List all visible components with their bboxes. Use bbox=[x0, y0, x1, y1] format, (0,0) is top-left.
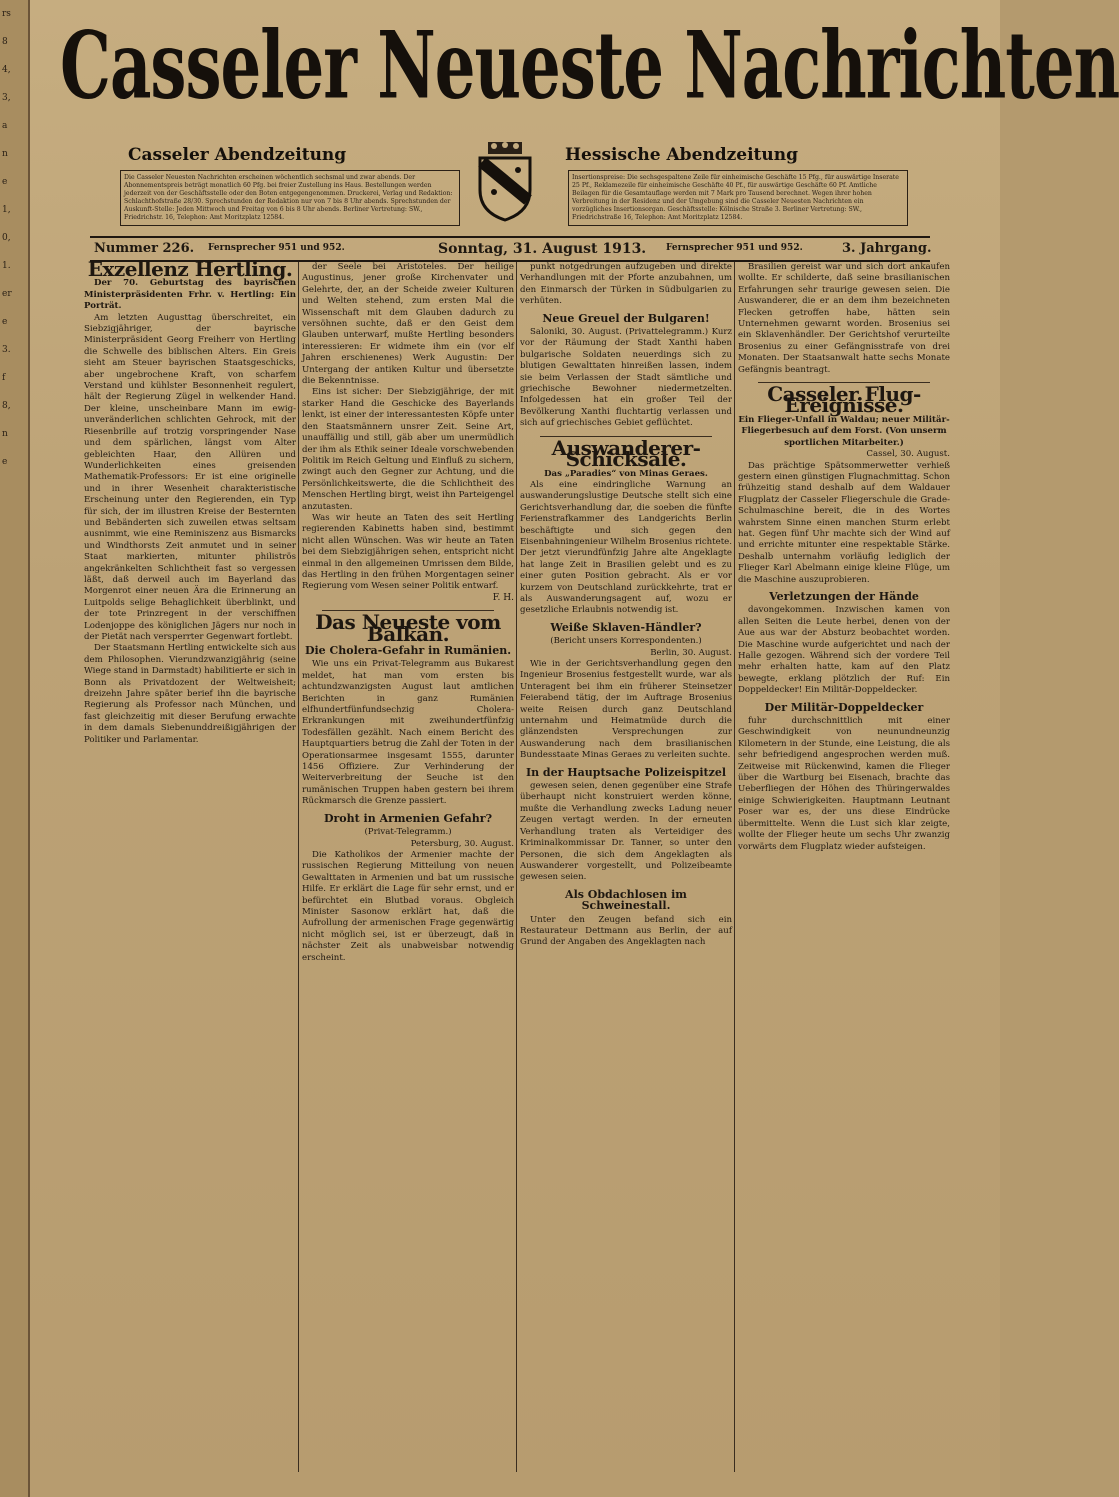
section-heading: Als Obdachlosen im Schweinestall. bbox=[565, 887, 687, 913]
article-headline: Auswanderer-Schicksale. bbox=[551, 435, 701, 472]
article-lead: Der 70. Geburtstag des bayrischen Ministerpräsidenten Frhr. v. Hertling: Ein Porträt. bbox=[84, 278, 296, 312]
subtitle-left: Casseler Abendzeitung bbox=[128, 145, 347, 165]
column-4 bbox=[738, 262, 950, 1472]
section-meta: (Privat-Telegramm.) bbox=[364, 827, 452, 838]
article-paragraph: Brasilien gereist war und sich dort ankaufen wollte. Er schilderte, daß seine brasilianischen Erfahrungen sehr traurige gewesen seien. Die Auswanderer, die er an dem ihm bezeichneten Flecken getroffen habe, hätten sein Unternehmen gewarnt worden. Brosenius sei ein Sklavenhändler. Der Gerichtshof verurteilte Brosenius zu einer Gefängnisstrafe von drei Monaten. Der Staatsanwalt hatte sechs Monate Gefängnis beantragt. bbox=[738, 262, 950, 375]
article-paragraph: fuhr durchschnittlich mit einer Geschwindigkeit von neunundneunzig Kilometern in der Stunde, eine Leistung, die als sehr befriedigend angesprochen werden muß. Zeitweise mit Rückenwind, kamen die Flieger über die Wartburg bei Eisenach, brachte das Ueberfliegen der Höhen des Thüringerwaldes einige Schwierigkeiten. Hauptmann Leutnant Poser war es, der uns diese Eindrücke übermittelte. Wenn die Lust sich klar zeigte, wollte der Flieger heute um sechs Uhr zwanzig vorwärts dem Flugplatz wieder aufsteigen. bbox=[738, 716, 950, 852]
article-headline: Exzellenz Hertling. bbox=[87, 257, 293, 281]
article-paragraph: Unter den Zeugen befand sich ein Restaurateur Dettmann aus Berlin, der auf Grund der Angaben des Angeklagten nach bbox=[520, 914, 732, 948]
adjacent-page-edge: rs 8 4, 3, a n e 1, 0, 1. er e 3. f 8, n e bbox=[0, 0, 30, 1497]
column-rule bbox=[734, 262, 735, 1472]
column-2 bbox=[302, 262, 514, 1472]
article-paragraph: Wie in der Gerichtsverhandlung gegen den Ingenieur Brosenius festgestellt wurde, war als Unteragent bei ihm ein früherer Steinsetzer Feierabend tätig, der im Auftrage Brosenius weite Reisen durch ganz Deutschland unternahm und Heimatmüde durch die glänzendsten Versprechungen zur Auswanderung nach dem brasilianischen Bundesstaate Minas Geraes zu verleiten suchte. bbox=[520, 659, 732, 761]
subscription-notice: Die Casseler Neuesten Nachrichten erscheinen wöchentlich sechsmal und zwar abends. Der Abonnementspreis beträgt monatlich 60 Pfg. bei freier Zustellung ins Haus. Bestellungen werden jederzeit von der Geschäftsstelle oder den Boten entgegengenommen. Druckerei, Verlag und Redaktion: Schlachthofstraße 28/30. Sprechstunden der Redaktion nur von 7 bis 8 Uhr abends. Sprechstunden der Auskunft-Stelle: Jeden Mittwoch und Freitag von 6 bis 8 Uhr abends. Berliner Vertretung: SW., Friedrichstr. 16, Telephon: Amt Moritzplatz 12584. bbox=[120, 170, 460, 226]
section-heading: Der Militär-Doppeldecker bbox=[764, 700, 924, 714]
article-paragraph: Der Staatsmann Hertling entwickelte sich aus dem Philosophen. Vierundzwanzigjährig (seine Wiege stand in Darmstadt) habilitierte er sich in Bonn als Privatdozent der Weltweisheit; dreizehn Jahre später berief ihn die bayrische Regierung als Professor nach München, und fast gleichzeitig mit dieser Berufung erwachte in dem damals Siebenunddreißigjährigen der Politiker und Parlamentar. bbox=[84, 643, 296, 745]
article-paragraph: Saloniki, 30. August. (Privattelegramm.) Kurz vor der Räumung der Stadt Xanthi haben bulgarische Soldaten neuerdings sich zu blutigen Gewalttaten hinreißen lassen, indem sie beim Verlassen der Stadt sämtliche und griechische Bewohner niedermetzelten. Infolgedessen hat ein großer Teil der Bevölkerung Xanthi fluchtartig verlassen und sich auf griechisches Gebiet geflüchtet. bbox=[520, 327, 732, 429]
masthead-title: Casseler Neueste Nachrichten bbox=[60, 12, 1119, 121]
article-paragraph: Eins ist sicher: Der Siebzigjährige, der mit starker Hand die Geschicke des Bayerlands lenkt, ist einer der interessantesten Köpfe unter den Staatsmännern unsrer Zeit. Seine Art, unauffällig und still, gäb aber um unermüdlich der ihm als Ethik seiner Ideale vorschwebenden Politik im Reich Geltung und Einfluß zu sichern, zwingt auch den Gegner zur Achtung, und die Persönlichkeitswerte, die die Schlichtheit des Menschen Hertling birgt, weist ihn Parteigengel anzutasten. bbox=[302, 387, 514, 512]
column-1 bbox=[84, 257, 296, 1472]
coat-of-arms-icon bbox=[474, 140, 536, 222]
section-place: Petersburg, 30. August. bbox=[410, 838, 514, 849]
volume-year: 3. Jahrgang. bbox=[842, 241, 932, 256]
article-paragraph: Was wir heute an Taten des seit Hertling regierenden Kabinetts haben sind, bestimmt nicht allen Wünschen. Was wir heute an Taten bei dem Siebzigjährigen sehen, entspricht nicht einmal in den allgemeinen Umrissen dem Bilde, das Hertling in den frühen Morgentagen seiner Regierung vom Wesen seiner Politik entwarf. bbox=[302, 512, 514, 592]
issue-date: Sonntag, 31. August 1913. bbox=[438, 241, 647, 257]
section-heading: Droht in Armenien Gefahr? bbox=[323, 811, 493, 825]
article-headline: Casseler Flug-Ereignisse. bbox=[767, 382, 921, 418]
article-headline: Das Neueste vom Balkan. bbox=[315, 610, 501, 646]
article-paragraph: der Seele bei Aristoteles. Der heilige Augustinus, jener große Kirchenvater und Gelehrte, der, an der Scheide zweier Kulturen und Welten stehend, zum ersten Mal die Wissenschaft mit dem Glauben dadurch zu versöhnen suchte, daß er den Geist dem Glauben unterwarf, mußte Hertling besonders interessieren: Er widmete ihm ein (vor elf Jahren erschienenes) Werk Augustin: Der Untergang der antiken Kultur und übersetzte die Bekenntnisse. bbox=[302, 262, 514, 387]
article-paragraph: gewesen seien, denen gegenüber eine Strafe überhaupt nicht konstruiert werden könne, mußte die Verhandlung zwecks Ladung neuer Zeugen vertagt werden. In der erneuten Verhandlung traten als Verteidiger des Kriminalkommissar Dr. Tanner, so unter den Personen, die sich dem Angeklagten als Auswanderer vorgestellt, und Polizeibeamte gewesen seien. bbox=[520, 781, 732, 883]
article-paragraph: Am letzten Augusttag überschreitet, ein Siebzigjähriger, der bayrische Ministerpräsident Georg Freiherr von Hertling die Schwelle des biblischen Alters. Ein Greis sieht am Steuer bayrischen Staatsgeschicks, aber ungebrochene Kraft, von scharfem Verstand und kühlster Besonnenheit regulert, hält der Regierung Zügel in welkender Hand. Der kleine, unscheinbare Mann im ewig-unveränderlichen schlichten Gehrock, mit der Riesenbrille auf trotzig vorspringender Nase und dem spärlichen, längst vom Alter gebleichten Haar, den Allüren und Wunderlichkeiten eines greisenden Mathematik-Professors: Er ist eine originelle und in ihrer Wesenheit charakteristische Erscheinung unter den Regierenden, ein Typ für sich, der im illustren Kreise der Besternten und Bebänderten sich zuweilen etwas seltsam ausnimmt, wie eine Reminiszenz aus Bismarcks und Windthorsts Zeit anmutet und in seiner Staat markierten, mitunter philiströs angekränkelten Schlichtheit fast so vergessen läßt, daß derweil auch im Bayerland das Morgenrot einer neuen Ära die Erinnerung an Luitpolds selige Behaglichkeit überblinkt, und der tote Prinzregent in der verschiffnen Lodenjoppe des königlichen Jägers nur noch in der Pietät nach versperrter Gegenwart fortlebt. bbox=[84, 312, 296, 642]
article-paragraph: davongekommen. Inzwischen kamen von allen Seiten die Leute herbei, denen von der Aue aus war der Absturz beobachtet worden. Die Maschine wurde aufgerichtet und nach der Halle gezogen. Während sich der vordere Teil mehr erhalten hatte, kam auf den Platz bewegte, erklang plötzlich der Ruf: Ein Doppeldecker! Ein Militär-Doppeldecker. bbox=[738, 605, 950, 696]
phone-right: Fernsprecher 951 und 952. bbox=[666, 243, 803, 253]
advertising-notice: Insertionspreise: Die sechsgespaltene Zeile für einheimische Geschäfte 15 Pfg., für auswärtige Inserate 25 Pf., Reklamezeile für einheimische Geschäfte 40 Pf., für auswärtige Geschäfte 60 Pf. Amtliche Beilagen für die Gesamtauflage werden mit 7 Mark pro Tausend berechnet. Wegen ihrer hohen Verbreitung in der Residenz und der Umgebung sind die Casseler Neuesten Nachrichten ein vorzügliches Insertionsorgan. Geschäftsstelle: Kölnische Straße 3. Berliner Vertretung: SW., Friedrichstraße 16, Telephon: Amt Moritzplatz 12584. bbox=[568, 170, 908, 226]
subtitle-right: Hessische Abendzeitung bbox=[565, 145, 799, 165]
article-paragraph: punkt notgedrungen aufzugeben und direkte Verhandlungen mit der Pforte anzubahnen, um den Einmarsch der Türken in Südbulgarien zu verhüten. bbox=[520, 262, 732, 307]
issue-number: Nummer 226. bbox=[94, 241, 195, 256]
article-paragraph: Als eine eindringliche Warnung an auswanderungslustige Deutsche stellt sich eine Gerichtsverhandlung dar, die soeben die fünfte Ferienstrafkammer des Landgerichts Berlin beschäftigte und sich gegen den Eisenbahningenieur Wilhelm Brosenius richtete. Der jetzt vierundfünfzig Jahre alte Angeklagte hat lange Zeit in Brasilien gelebt und es zu einer guten Position gebracht. Als er vor kurzem von Deutschland zurückkehrte, trat er als Auswanderungsagent auf, wozu er gesetzliche Erlaubnis notwendig ist. bbox=[520, 479, 732, 616]
article-signature: F. H. bbox=[492, 592, 514, 603]
column-3 bbox=[520, 262, 732, 1472]
section-heading: Verletzungen der Hände bbox=[769, 589, 919, 603]
section-heading: In der Hauptsache Polizeispitzel bbox=[525, 765, 727, 779]
section-heading: Neue Greuel der Bulgaren! bbox=[542, 311, 710, 325]
section-heading: Weiße Sklaven-Händler? bbox=[550, 620, 702, 634]
article-paragraph: Die Katholikos der Armenier machte der russischen Regierung Mitteilung von neuen Gewalttaten in Armenien und bat um russische Hilfe. Er erklärt die Lage für sehr ernst, und er befürchtet ein Blutbad voraus. Obgleich Minister Sasonow erklärt hat, daß die Aufrollung der armenischen Frage gegenwärtig nicht möglich sei, ist er überzeugt, daß in nächster Zeit als unabweisbar notwendig erscheint. bbox=[302, 849, 514, 963]
column-rule bbox=[516, 262, 517, 1472]
article-paragraph: Das prächtige Spätsommerwetter verhieß gestern einen günstigen Flugnachmittag. Schon frühzeitig stand deshalb auf dem Waldauer Flugplatz der Casseler Fliegerschule die Grade-Schulmaschine bereit, die in des Wortes wahrstem Sinne einen manchen Sturm erlebt hat. Gegen fünf Uhr machte sich der Wind auf und errichte mitunter eine respektable Stärke. Deshalb unternahm vorläufig lediglich der Flieger Karl Abelmann einige kleine Flüge, um die Maschine auszuprobieren. bbox=[738, 460, 950, 585]
article-paragraph: Wie uns ein Privat-Telegramm aus Bukarest meldet, hat man vom ersten bis achtundzwanzigsten August laut amtlichen Berichten in ganz Rumänien elfhundertfünfundsechzig Cholera-Erkrankungen mit zweihundertfünfzig Todesfällen gezählt. Nach einem Bericht des Hauptquartiers betrug die Zahl der Toten in der Operationsarmee insgesamt 1555, darunter 1456 Offiziere. Zur Verhinderung der Weiterverbreitung der Seuche ist den rumänischen Truppen haben gestern bei ihrem Rückmarsch die Grenze passiert. bbox=[302, 659, 514, 807]
section-heading: Die Cholera-Gefahr in Rumänien. bbox=[304, 644, 512, 657]
section-place: Berlin, 30. August. bbox=[650, 647, 732, 658]
phone-left: Fernsprecher 951 und 952. bbox=[208, 243, 345, 253]
column-rule bbox=[298, 262, 299, 1472]
article-subheadline: Das „Paradies“ von Minas Geraes. bbox=[544, 468, 708, 479]
section-meta: (Bericht unsers Korrespondenten.) bbox=[550, 636, 702, 647]
article-subheadline: Ein Flieger-Unfall in Waldau; neuer Militär-Fliegerbesuch auf dem Forst. (Von unserm sportlichen Mitarbeiter.) bbox=[738, 414, 950, 448]
section-place: Cassel, 30. August. bbox=[866, 449, 950, 460]
